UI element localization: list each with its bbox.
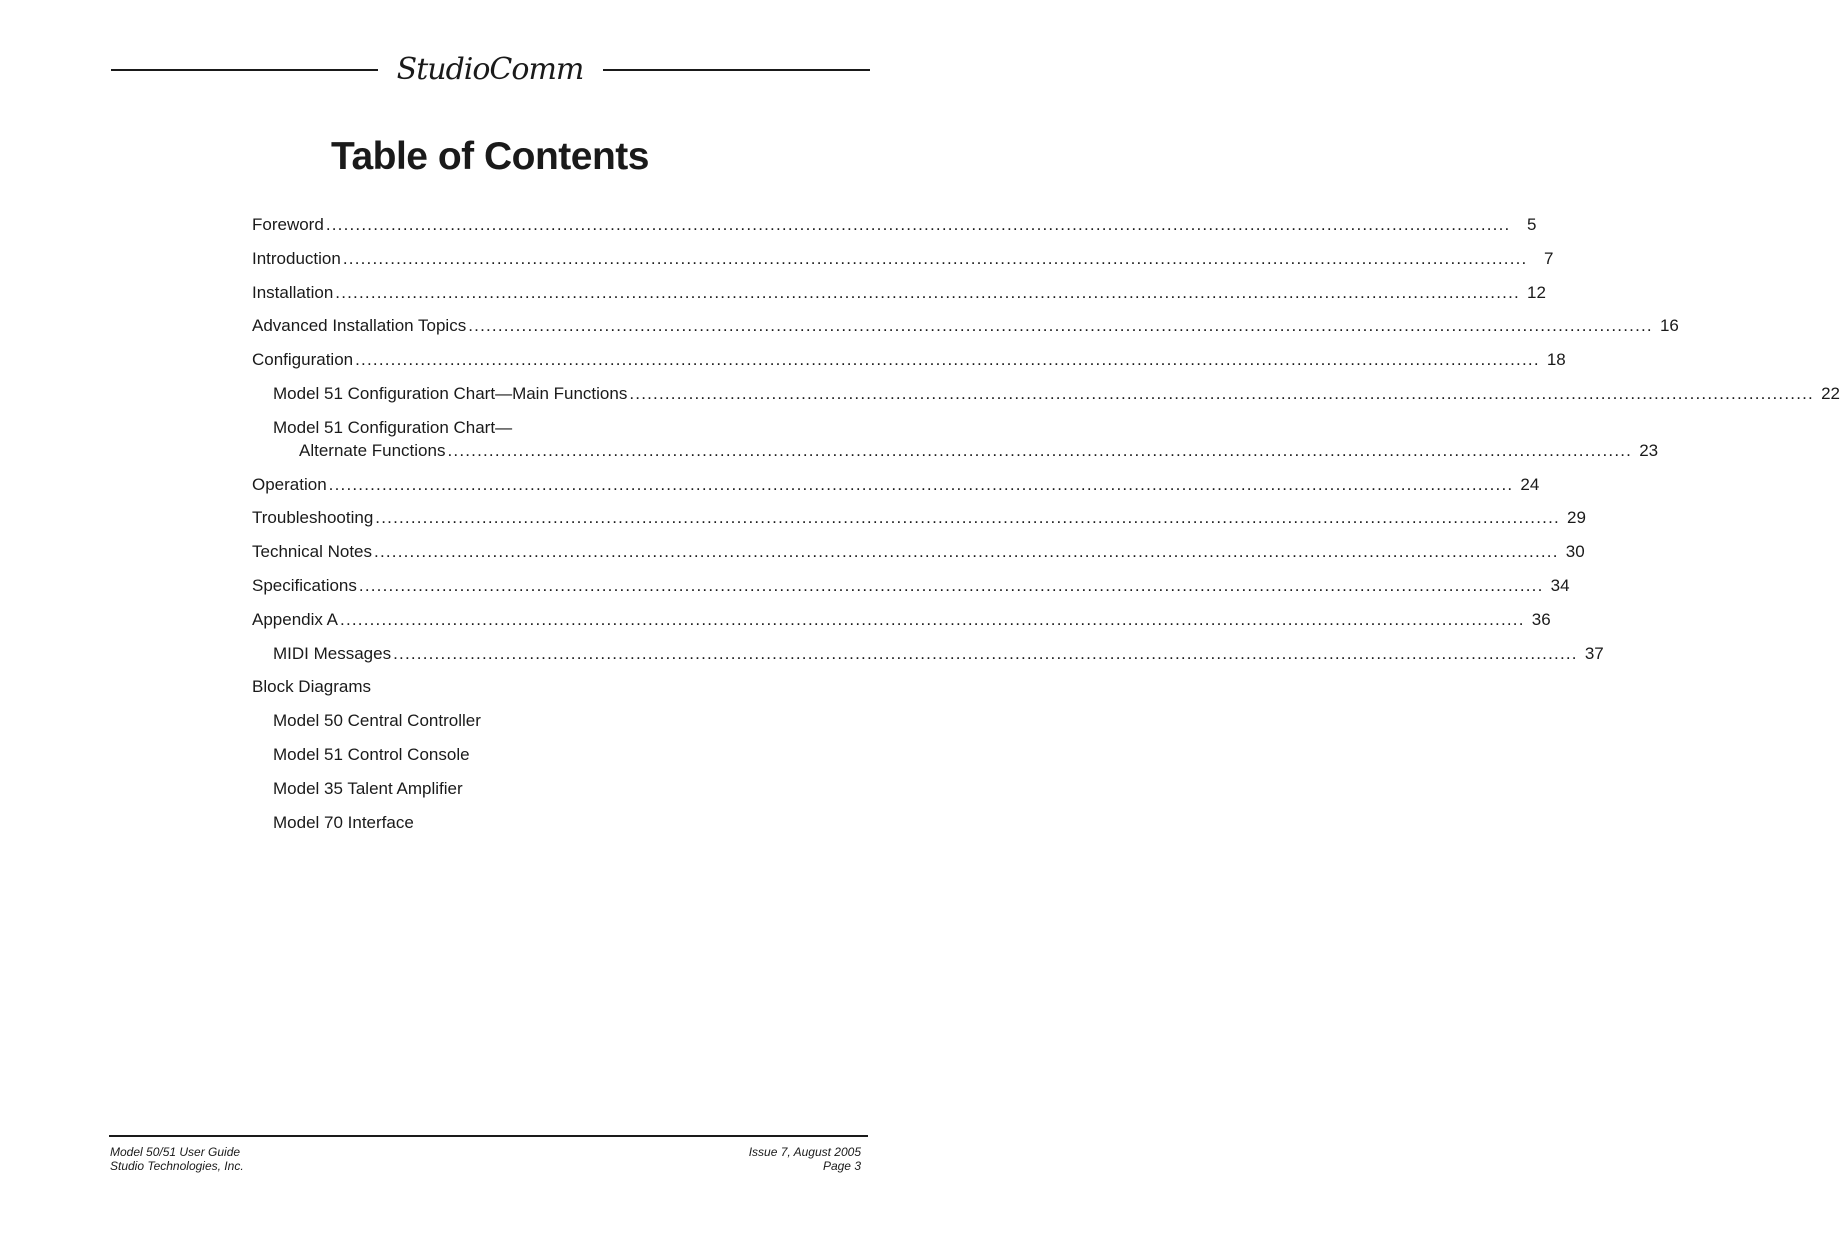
toc-entry bbox=[252, 743, 722, 766]
header-rule-left bbox=[111, 69, 378, 71]
toc-entry-label: Model 51 Configuration Chart—Main Functions bbox=[273, 383, 628, 403]
toc-entry-label: Model 70 Interface bbox=[273, 812, 414, 832]
toc-entry-label: Model 35 Talent Amplifier bbox=[273, 778, 463, 798]
studiocomm-logo: StudioComm bbox=[396, 52, 584, 87]
toc-dot-leader: ........................................................................................................................................................................................................ bbox=[447, 440, 1633, 460]
toc-dot-leader: ........................................................................................................................................................................................................ bbox=[340, 609, 1525, 629]
toc-entry bbox=[252, 416, 1659, 462]
toc-entry-page: 37 bbox=[1584, 643, 1604, 663]
toc-entry bbox=[252, 506, 1586, 529]
toc-dot-leader: ........................................................................................................................................................................................................ bbox=[629, 383, 1814, 403]
footer-page-number: Page 3 bbox=[822, 1159, 861, 1173]
toc-dot-leader: ........................................................................................................................................................................................................ bbox=[468, 316, 1653, 336]
toc-entry-label: Troubleshooting bbox=[252, 508, 374, 528]
toc-dot-leader: ........................................................................................................................................................................................................ bbox=[375, 508, 1560, 528]
footer-rule bbox=[109, 1135, 868, 1137]
table-of-contents bbox=[252, 213, 1840, 844]
toc-entry bbox=[252, 608, 1551, 631]
toc-entry-page: 29 bbox=[1567, 508, 1586, 528]
toc-dot-leader: ........................................................................................................................................................................................................ bbox=[328, 474, 1514, 494]
toc-entry-label: Model 51 Control Console bbox=[273, 744, 470, 764]
toc-entry-label-line2: Alternate Functions bbox=[299, 440, 446, 460]
toc-entry bbox=[252, 811, 722, 834]
toc-entry-page: 36 bbox=[1531, 609, 1551, 629]
toc-entry-label: Installation bbox=[252, 282, 334, 302]
toc-entry bbox=[252, 642, 1604, 665]
toc-entry bbox=[252, 675, 722, 698]
footer-company-name: Studio Technologies, Inc. bbox=[110, 1159, 244, 1173]
toc-entry bbox=[252, 314, 1679, 337]
toc-entry-label: Specifications bbox=[252, 575, 357, 595]
toc-entry-label: Foreword bbox=[252, 215, 324, 234]
toc-entry bbox=[252, 473, 1540, 496]
footer-issue: Issue 7, August 2005 bbox=[748, 1145, 861, 1159]
toc-dot-leader: ........................................................................................................................................................................................................ bbox=[335, 282, 1520, 302]
toc-entry bbox=[252, 348, 1566, 371]
toc-entry bbox=[252, 213, 1537, 236]
toc-entry-label: Advanced Installation Topics bbox=[252, 316, 467, 336]
toc-entry-label: Introduction bbox=[252, 248, 341, 268]
toc-entry-label: MIDI Messages bbox=[273, 643, 392, 663]
toc-entry bbox=[252, 540, 1585, 563]
toc-dot-leader: ........................................................................................................................................................................................................ bbox=[355, 350, 1540, 370]
toc-entry bbox=[252, 709, 722, 732]
toc-dot-leader: ........................................................................................................................................................................................................ bbox=[325, 215, 1511, 234]
toc-entry bbox=[252, 382, 1840, 405]
toc-entry-label: Configuration bbox=[252, 350, 354, 370]
toc-dot-leader: ........................................................................................................................................................................................................ bbox=[393, 643, 1578, 663]
toc-entry-label: Appendix A bbox=[252, 609, 339, 629]
toc-entry-page: 5 bbox=[1526, 215, 1537, 234]
footer-right bbox=[749, 1145, 861, 1173]
toc-entry-continuation bbox=[273, 439, 1659, 462]
toc-dot-leader: ........................................................................................................................................................................................................ bbox=[358, 575, 1544, 595]
page-title: Table of Contents bbox=[331, 135, 649, 178]
toc-entry bbox=[252, 247, 1554, 270]
header-rule-right bbox=[603, 69, 870, 71]
toc-entry-page: 24 bbox=[1520, 474, 1540, 494]
toc-entry bbox=[252, 574, 1570, 597]
toc-entry bbox=[252, 281, 1546, 304]
toc-entry-page: 30 bbox=[1565, 542, 1585, 562]
toc-entry-page: 34 bbox=[1550, 575, 1570, 595]
toc-entry-page: 16 bbox=[1659, 316, 1679, 336]
toc-dot-leader: ........................................................................................................................................................................................................ bbox=[342, 248, 1528, 268]
toc-entry-label: Model 50 Central Controller bbox=[273, 711, 481, 731]
footer-left bbox=[110, 1145, 244, 1173]
toc-entry-page: 18 bbox=[1546, 350, 1566, 370]
toc-entry-label: Technical Notes bbox=[252, 542, 373, 562]
toc-entry-label: Block Diagrams bbox=[252, 677, 372, 697]
toc-entry bbox=[252, 777, 722, 800]
toc-entry-page: 23 bbox=[1639, 440, 1659, 460]
toc-entry-page: 12 bbox=[1527, 282, 1546, 302]
footer-guide-name: Model 50/51 User Guide bbox=[110, 1145, 241, 1159]
toc-entry-page: 22 bbox=[1821, 383, 1840, 403]
toc-entry-page: 7 bbox=[1544, 248, 1554, 268]
toc-dot-leader: ........................................................................................................................................................................................................ bbox=[374, 542, 1559, 562]
toc-entry-label: Model 51 Configuration Chart— bbox=[273, 417, 513, 437]
toc-entry-label: Operation bbox=[252, 474, 327, 494]
